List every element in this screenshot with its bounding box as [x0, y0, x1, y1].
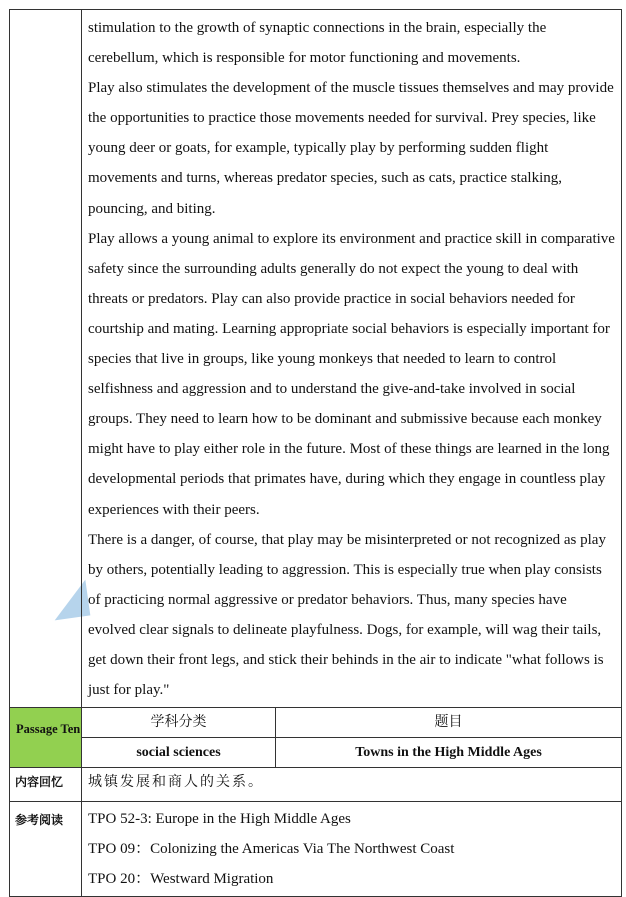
review-label: 内容回忆: [10, 768, 82, 802]
references-row: [10, 802, 622, 897]
passage-text-cell: [82, 10, 622, 708]
passage-text-row: [10, 10, 622, 708]
passage-paragraph: Play also stimulates the development of the muscle tissues themselves and may provide the opportunities to practice those movements needed for survival. Prey species, like young deer or goats, for example, typically play by performing sudden flight movements and turns, whereas predator species, such as cats, practice stalking, pouncing, and biting.: [88, 80, 614, 217]
empty-left-cell: [10, 10, 82, 708]
reading-table: [9, 9, 622, 897]
topic-value: Towns in the High Middle Ages: [276, 738, 622, 768]
passage-paragraph: stimulation to the growth of synaptic connections in the brain, especially the cerebellum, which is responsible for motor functioning and movements.: [88, 20, 547, 67]
references-list: [82, 802, 622, 897]
references-label: 参考阅读: [10, 802, 82, 897]
passage-paragraph: There is a danger, of course, that play may be misinterpreted or not recognized as play by others, potentially leading to aggression. This is especially true when play consists of practicing normal aggressive or predator behaviors. Thus, many species have evolved clear signals to delineate playfulness. Dogs, for example, will wag their tails, get down their front legs, and stick their behinds in the air to indicate "what follows is just for play.": [88, 531, 606, 699]
passage-paragraph: Play allows a young animal to explore its environment and practice skill in comparative safety since the surrounding adults generally do not expect the young to deal with threats or predators. Play can also provide practice in social behaviors needed for courtship and mating. Learning appropriate social behaviors is especially important for species that live in groups, like young monkeys that needed to learn to control selfishness and aggression and to understand the give-and-take involved in social groups. They need to learn how to be dominant and submissive because each monkey might have to play either role in the future. Most of these things are learned in the long developmental periods that primates have, during which they engage in countless play experiences with their peers.: [88, 230, 615, 518]
review-row: [10, 768, 622, 802]
review-text: 城镇发展和商人的关系。: [82, 768, 622, 802]
category-header: 学科分类: [82, 708, 276, 738]
header-row: [10, 708, 622, 738]
reference-item: TPO 09：Colonizing the Americas Via The Northwest Coast: [88, 841, 455, 858]
category-value: social sciences: [82, 738, 276, 768]
values-row: [10, 738, 622, 768]
passage-label: Passage Ten: [10, 708, 82, 768]
topic-header: 题目: [276, 708, 622, 738]
reference-item: TPO 20：Westward Migration: [88, 871, 274, 888]
reference-item: TPO 52-3: Europe in the High Middle Ages: [88, 811, 351, 828]
